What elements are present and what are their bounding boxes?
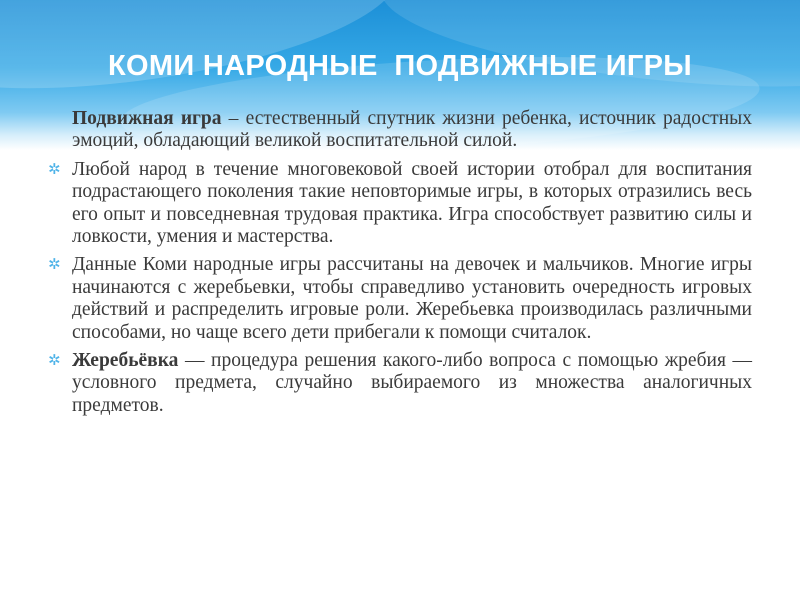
bullet-icon: ✲ [48, 255, 61, 274]
term-draw: Жеребьёвка [72, 350, 179, 372]
paragraph-text: Данные Коми народные игры рассчитаны на девочек и мальчиков. Многие игры начинаются с жеребьевки, чтобы справедливо установить очередность игровых действий и распределить игровые роли. Жеребьевка производилась различными способами, но чаще всего дети прибегали к помощи считалок. [72, 254, 752, 343]
paragraph-text: — процедура решения какого-либо вопроса с помощью жребия — условного предмета, случайно выбираемого из множества аналогичных предметов. [72, 350, 752, 416]
paragraph-folk-history [48, 159, 752, 249]
bullet-icon: ✲ [48, 351, 61, 370]
bullet-icon: ✲ [48, 159, 61, 178]
paragraph-text: – естественный спутник жизни ребенка, источник радостных эмоций, обладающий великой воспитательной силой. [72, 108, 752, 152]
paragraph-text: Любой народ в течение многовековой своей истории отобрал для воспитания подрастающего поколения такие неповторимые игры, в которых отразились весь его опыт и повседневная трудовая практика. Игра способствует развитию силы и ловкости, умения и мастерства. [72, 158, 752, 248]
slide-title: КОМИ НАРОДНЫЕ ПОДВИЖНЫЕ ИГРЫ [108, 50, 692, 82]
paragraph-movable-game [48, 108, 752, 153]
slide-body [48, 108, 752, 423]
term-movable-game: Подвижная игра [72, 108, 222, 129]
paragraph-draw-definition [48, 350, 752, 417]
paragraph-komi-games [48, 254, 752, 344]
